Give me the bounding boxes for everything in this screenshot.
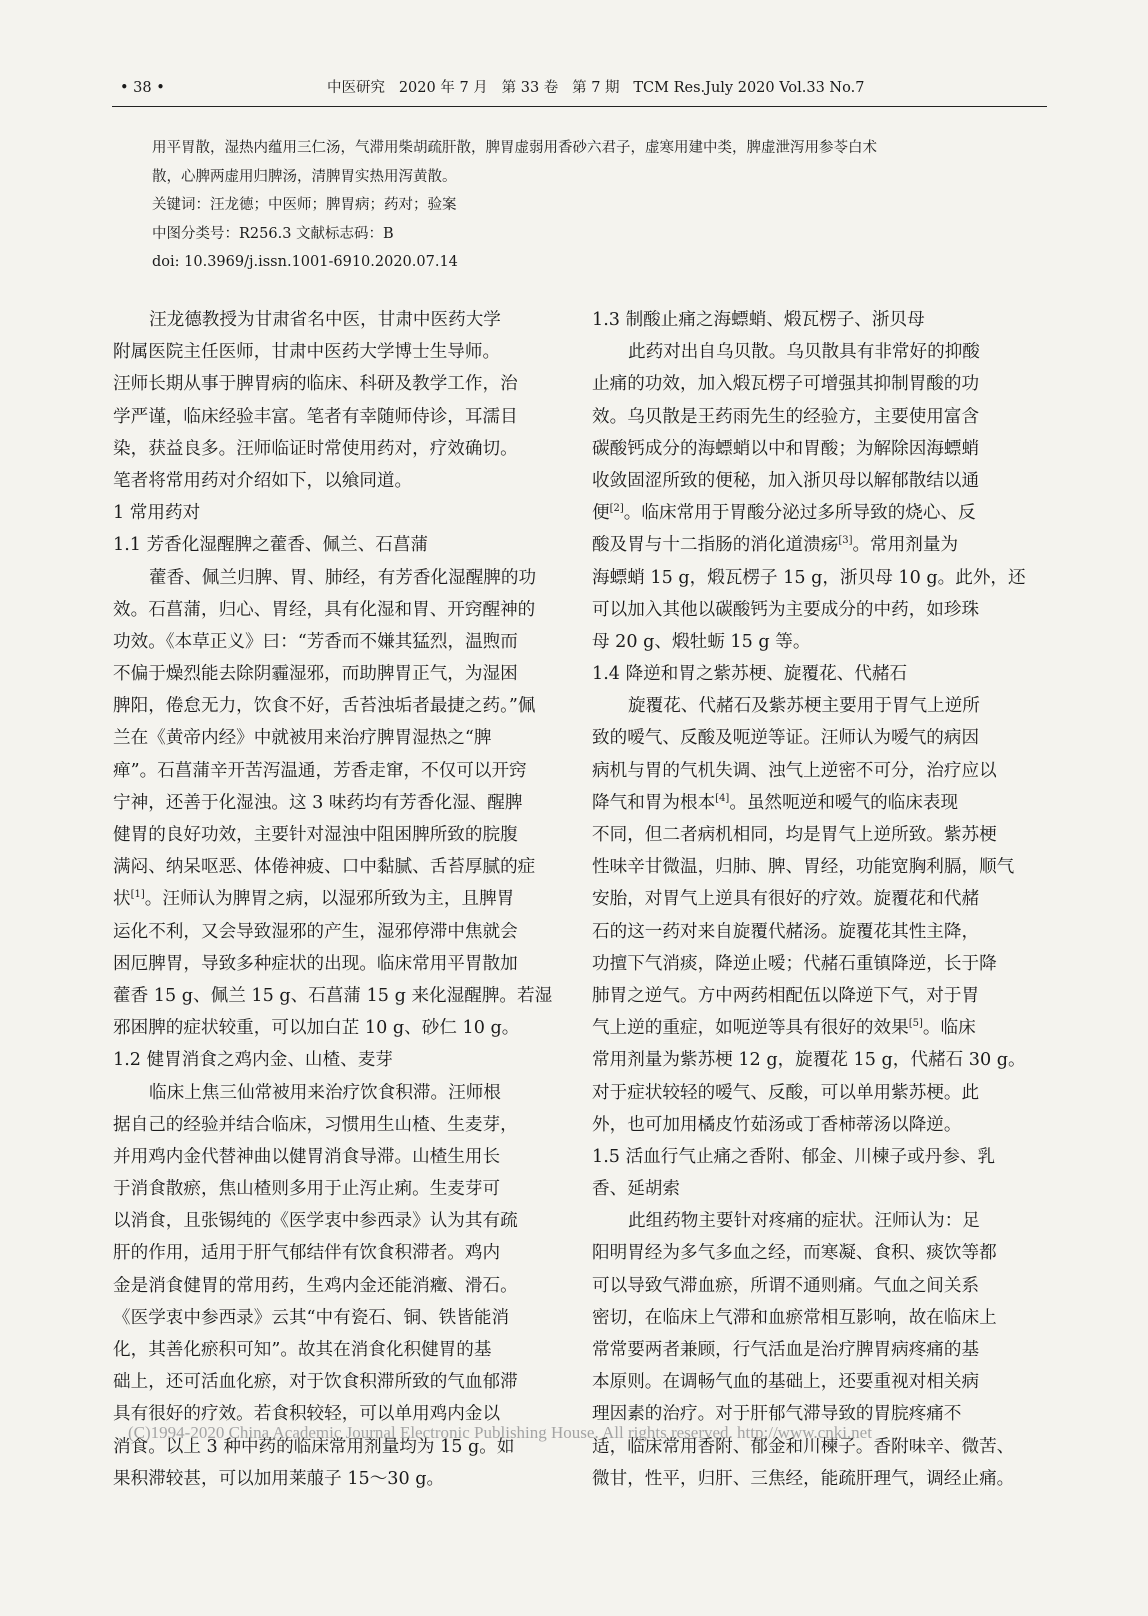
text-line — [113, 1302, 585, 1334]
text-line — [592, 1205, 1062, 1237]
line-text: 汪龙德教授为甘肃省名中医，甘肃中医药大学 — [149, 310, 501, 330]
text-line — [113, 722, 585, 754]
line-text: 1.2 健胃消食之鸡内金、山楂、麦芽 — [113, 1050, 393, 1071]
text-line — [113, 851, 585, 883]
line-text: 适，临床常用香附、郁金和川楝子。香附味辛、微苦、 — [592, 1436, 1015, 1457]
text-line — [113, 304, 585, 336]
text-line — [592, 1012, 1062, 1044]
left-column — [113, 304, 585, 1495]
text-line — [113, 755, 585, 787]
text-line — [592, 851, 1062, 883]
text-line — [113, 1173, 585, 1205]
citation-ref: [2] — [609, 503, 624, 515]
line-text: 具有很好的疗效。若食积较轻，可以单用鸡内金以 — [113, 1404, 501, 1425]
line-text-cont: 。汪师认为脾胃之病，以湿邪所致为主，且脾胃 — [144, 889, 515, 910]
line-text: 金是消食健胃的常用药，生鸡内金还能消癥、滑石。 — [113, 1275, 518, 1296]
line-text: 常常要两者兼顾，行气活血是治疗脾胃病疼痛的基 — [592, 1340, 980, 1360]
line-text: 据自己的经验并结合临床，习惯用生山楂、生麦芽， — [113, 1114, 518, 1135]
text-line — [592, 368, 1062, 400]
line-text: 母 20 g、煅牡蛎 15 g 等。 — [592, 631, 811, 652]
text-line — [592, 948, 1062, 980]
abstract-line: 中图分类号：R256.3 文献标志码：B — [152, 225, 394, 242]
text-line — [113, 529, 585, 561]
line-text: 可以导致气滞血瘀，所谓不通则痛。气血之间关系 — [592, 1275, 980, 1296]
text-line — [592, 336, 1062, 368]
line-text-cont: 。临床 — [922, 1018, 976, 1039]
text-line — [113, 368, 585, 400]
text-line — [592, 1334, 1062, 1366]
text-line — [592, 1463, 1062, 1495]
text-line — [592, 1044, 1062, 1076]
line-text: 外，也可加用橘皮竹茹汤或丁香柿蒂汤以降逆。 — [592, 1114, 962, 1135]
line-text: 染，获益良多。汪师临证时常使用药对，疗效确切。 — [113, 438, 518, 459]
text-line — [592, 562, 1062, 594]
line-text: 性味辛甘微温，归肺、脾、胃经，功能宽胸利膈，顺气 — [592, 857, 1015, 878]
text-line — [113, 497, 585, 529]
journal-info: 中医研究 2020 年 7 月 第 33 卷 第 7 期 TCM Res.July 2020 Vol.33 No.7 — [327, 80, 865, 96]
text-line — [113, 1366, 585, 1398]
line-text: 状 — [113, 889, 131, 910]
line-text: 碳酸钙成分的海螵蛸以中和胃酸；为解除因海螵蛸 — [592, 438, 980, 459]
line-text: 旋覆花、代赭石及紫苏梗主要用于胃气上逆所 — [628, 696, 980, 717]
line-text: 1 常用药对 — [113, 503, 201, 524]
text-line — [592, 1366, 1062, 1398]
line-text-cont: 。虽然呃逆和嗳气的临床表现 — [729, 792, 959, 813]
line-text: 降气和胃为根本 — [592, 792, 716, 813]
text-line — [113, 562, 585, 594]
abstract-line: 关键词：汪龙德；中医师；脾胃病；药对；验案 — [152, 197, 457, 213]
citation-ref: [4] — [715, 792, 730, 804]
line-text: 于消食散瘀，焦山楂则多用于止泻止痢。生麦芽可 — [113, 1179, 501, 1200]
text-line — [592, 722, 1062, 754]
line-text: 1.3 制酸止痛之海螵蛸、煅瓦楞子、浙贝母 — [592, 310, 925, 330]
text-line — [592, 1270, 1062, 1302]
text-line — [113, 883, 585, 915]
text-line — [113, 1012, 585, 1044]
text-line — [592, 1173, 1062, 1205]
text-line — [592, 819, 1062, 851]
text-line — [592, 1141, 1062, 1173]
text-line — [113, 1463, 585, 1495]
line-text-cont: 。临床常用于胃酸分泌过多所导致的烧心、反 — [623, 503, 976, 524]
line-text: 瘅”。石菖蒲辛开苦泻温通，芳香走窜，不仅可以开窍 — [113, 760, 527, 781]
line-text: 兰在《黄帝内经》中就被用来治疗脾胃湿热之“脾 — [113, 728, 492, 749]
line-text-cont: 。常用剂量为 — [852, 535, 959, 556]
text-line — [113, 626, 585, 658]
line-text: 肺胃之逆气。方中两药相配伍以降逆下气，对于胃 — [592, 985, 980, 1006]
line-text: 密切，在临床上气滞和血瘀常相互影响，故在临床上 — [592, 1307, 997, 1328]
line-text: 藿香、佩兰归脾、胃、肺经，有芳香化湿醒脾的功 — [149, 567, 537, 588]
text-line — [592, 1302, 1062, 1334]
line-text: 脾阳，倦怠无力，饮食不好，舌苔浊垢者最捷之药。”佩 — [113, 696, 536, 717]
text-line — [592, 658, 1062, 690]
text-line — [113, 948, 585, 980]
citation-ref: [5] — [908, 1018, 923, 1030]
text-line — [592, 304, 1062, 336]
abstract-line: 散，心脾两虚用归脾汤，清脾胃实热用泻黄散。 — [152, 168, 457, 185]
text-line — [113, 980, 585, 1012]
line-text: 并用鸡内金代替神曲以健胃消食导滞。山楂生用长 — [113, 1146, 501, 1167]
line-text: 1.5 活血行气止痛之香附、郁金、川楝子或丹参、乳 — [592, 1146, 996, 1167]
running-header — [112, 76, 1047, 107]
line-text: 邪困脾的症状较重，可以加白芷 10 g、砂仁 10 g。 — [113, 1018, 520, 1039]
line-text: 致的嗳气、反酸及呃逆等证。汪师认为嗳气的病因 — [592, 728, 980, 749]
text-line — [592, 594, 1062, 626]
text-line — [592, 883, 1062, 915]
line-text: 功效。《本草正义》曰：“芳香而不嫌其猛烈，温煦而 — [113, 631, 518, 652]
line-text: 宁神，还善于化湿浊。这 3 味药均有芳香化湿、醒脾 — [113, 792, 523, 813]
line-text: 海螵蛸 15 g，煅瓦楞子 15 g，浙贝母 10 g。此外，还 — [592, 567, 1026, 588]
text-line — [113, 1237, 585, 1269]
line-text: 阳明胃经为多气多血之经，而寒凝、食积、痰饮等都 — [592, 1243, 997, 1264]
text-line — [113, 1109, 585, 1141]
text-line — [592, 1077, 1062, 1109]
line-text: 藿香 15 g、佩兰 15 g、石菖蒲 15 g 来化湿醒脾。若湿 — [113, 985, 553, 1006]
right-column — [592, 304, 1062, 1495]
line-text: 酸及胃与十二指肠的消化道溃疡 — [592, 535, 839, 556]
text-line — [592, 401, 1062, 433]
text-line — [113, 819, 585, 851]
text-line — [113, 916, 585, 948]
citation-ref: [3] — [838, 535, 853, 547]
line-text: 此组药物主要针对疼痛的症状。汪师认为：足 — [628, 1211, 980, 1232]
text-line — [113, 1044, 585, 1076]
text-line — [592, 433, 1062, 465]
line-text: 气上逆的重症，如呃逆等具有很好的效果 — [592, 1018, 909, 1039]
line-text: 临床上焦三仙常被用来治疗饮食积滞。汪师根 — [149, 1082, 501, 1103]
line-text: 不同，但二者病机相同，均是胃气上逆所致。紫苏梗 — [592, 825, 997, 845]
text-line — [113, 690, 585, 722]
line-text: 1.4 降逆和胃之紫苏梗、旋覆花、代赭石 — [592, 664, 908, 685]
text-line — [113, 465, 585, 497]
line-text: 此药对出自乌贝散。乌贝散具有非常好的抑酸 — [628, 342, 980, 363]
abstract-block — [152, 134, 1032, 277]
line-text: 学严谨，临床经验丰富。笔者有幸随师侍诊，耳濡目 — [113, 406, 518, 427]
text-line — [113, 401, 585, 433]
text-line — [113, 1141, 585, 1173]
line-text: 化，其善化瘀积可知”。故其在消食化积健胃的基 — [113, 1340, 492, 1360]
page-number: • 38 • — [120, 80, 165, 96]
line-text: 对于症状较轻的嗳气、反酸，可以单用紫苏梗。此 — [592, 1082, 980, 1103]
text-line — [113, 336, 585, 368]
line-text: 效。乌贝散是王药雨先生的经验方，主要使用富含 — [592, 406, 980, 427]
text-line — [592, 1109, 1062, 1141]
text-line — [592, 1237, 1062, 1269]
text-line — [113, 787, 585, 819]
line-text: 便 — [592, 503, 610, 524]
line-text: 消食。以上 3 种中药的临床常用剂量均为 15 g。如 — [113, 1436, 515, 1457]
text-line — [592, 690, 1062, 722]
line-text: 功擅下气消痰，降逆止嗳；代赭石重镇降逆，长于降 — [592, 953, 997, 974]
abstract-line: doi: 10.3969/j.issn.1001-6910.2020.07.14 — [152, 254, 458, 270]
copyright-watermark: (C)1994-2020 China Academic Journal Electronic Publishing House. All rights reserved. http://www.cnki.net — [128, 1423, 872, 1442]
line-text: 效。石菖蒲，归心、胃经，具有化湿和胃、开窍醒神的 — [113, 599, 536, 620]
line-text: 石的这一药对来自旋覆代赭汤。旋覆花其性主降， — [592, 921, 980, 942]
line-text: 础上，还可活血化瘀，对于饮食积滞所致的气血郁滞 — [113, 1372, 518, 1393]
line-text: 以消食，且张锡纯的《医学衷中参西录》认为其有疏 — [113, 1211, 518, 1232]
text-line — [113, 658, 585, 690]
text-line — [113, 1205, 585, 1237]
citation-ref: [1] — [130, 889, 145, 901]
line-text: 香、延胡索 — [592, 1179, 680, 1200]
line-text: 安胎，对胃气上逆具有很好的疗效。旋覆花和代赭 — [592, 889, 980, 910]
line-text: 1.1 芳香化湿醒脾之藿香、佩兰、石菖蒲 — [113, 535, 429, 556]
line-text: 微甘，性平，归肝、三焦经，能疏肝理气，调经止痛。 — [592, 1468, 1015, 1489]
line-text: 可以加入其他以碳酸钙为主要成分的中药，如珍珠 — [592, 599, 980, 620]
text-line — [592, 755, 1062, 787]
text-line — [592, 787, 1062, 819]
text-line — [113, 1077, 585, 1109]
line-text: 肝的作用，适用于肝气郁结伴有饮食积滞者。鸡内 — [113, 1243, 501, 1264]
text-line — [592, 497, 1062, 529]
line-text: 理因素的治疗。对于肝郁气滞导致的胃脘疼痛不 — [592, 1404, 962, 1425]
text-line — [113, 1270, 585, 1302]
line-text: 健胃的良好功效，主要针对湿浊中阻困脾所致的脘腹 — [113, 825, 518, 845]
line-text: 病机与胃的气机失调、浊气上逆密不可分，治疗应以 — [592, 760, 997, 781]
line-text: 不偏于燥烈能去除阴霾湿邪，而助脾胃正气，为湿困 — [113, 664, 518, 685]
line-text: 常用剂量为紫苏梗 12 g，旋覆花 15 g，代赭石 30 g。 — [592, 1050, 1026, 1071]
abstract-line: 用平胃散，湿热内蕴用三仁汤，气滞用柴胡疏肝散，脾胃虚弱用香砂六君子，虚寒用建中类，脾虚泄泻用参苓白术 — [152, 140, 877, 156]
text-line — [592, 980, 1062, 1012]
text-line — [113, 433, 585, 465]
text-line — [592, 529, 1062, 561]
line-text: 汪师长期从事于脾胃病的临床、科研及教学工作，治 — [113, 374, 518, 395]
text-line — [592, 465, 1062, 497]
line-text: 附属医院主任医师，甘肃中医药大学博士生导师。 — [113, 342, 501, 363]
line-text: 运化不利，又会导致湿邪的产生，湿邪停滞中焦就会 — [113, 921, 518, 942]
line-text: 收敛固涩所致的便秘，加入浙贝母以解郁散结以通 — [592, 470, 980, 491]
line-text: 本原则。在调畅气血的基础上，还要重视对相关病 — [592, 1372, 980, 1393]
text-line — [113, 1334, 585, 1366]
text-line — [113, 594, 585, 626]
line-text: 《医学衷中参西录》云其“中有瓷石、铜、铁皆能消 — [113, 1307, 510, 1328]
line-text: 果积滞较甚，可以加用莱菔子 15～30 g。 — [113, 1468, 445, 1489]
line-text: 满闷、纳呆呕恶、体倦神疲、口中黏腻、舌苔厚腻的症 — [113, 857, 536, 878]
text-line — [592, 626, 1062, 658]
line-text: 困厄脾胃，导致多种症状的出现。临床常用平胃散加 — [113, 953, 518, 974]
line-text: 笔者将常用药对介绍如下，以飨同道。 — [113, 470, 413, 491]
line-text: 止痛的功效，加入煅瓦楞子可增强其抑制胃酸的功 — [592, 374, 980, 395]
text-line — [592, 916, 1062, 948]
